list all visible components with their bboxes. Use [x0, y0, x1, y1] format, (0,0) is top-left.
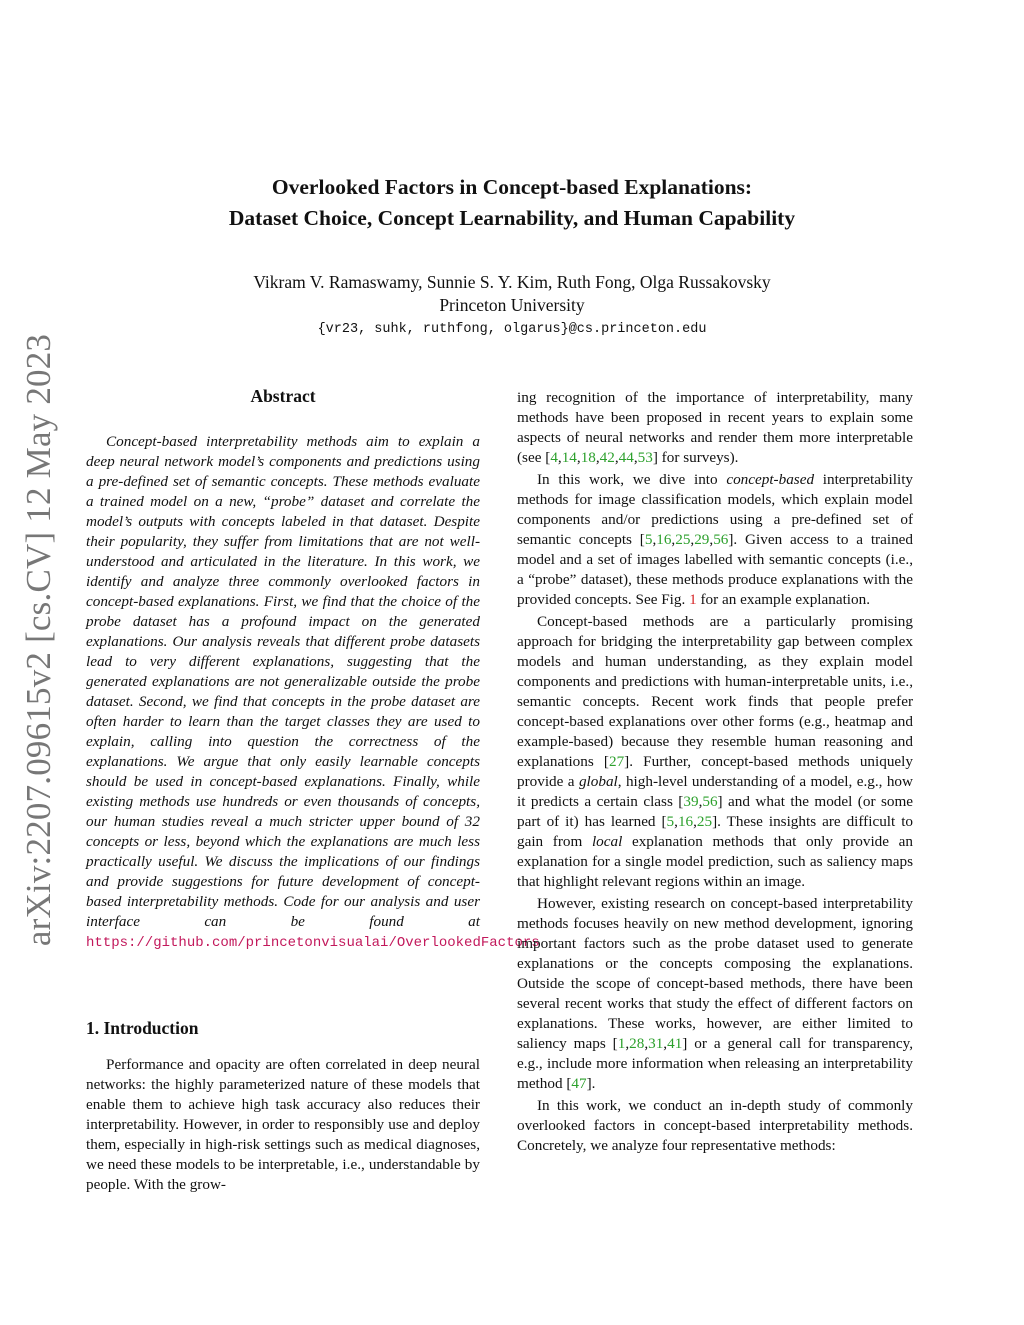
arxiv-stamp — [4, 333, 74, 947]
abstract-heading: Abstract — [250, 386, 316, 406]
citation[interactable]: 25 — [675, 531, 691, 548]
code-link[interactable]: https://github.com/princetonvisualai/OverlookedFactors — [86, 935, 540, 951]
citation[interactable]: 1 — [617, 1035, 626, 1052]
intro-paragraph-2: ing recognition of the importance of interpretability, many methods have been proposed in recent years to explain some aspects of neural networks and render them more interpretable (see [4,14,18,42,44,53] for surveys). — [517, 389, 913, 466]
intro-paragraph-5: However, existing research on concept-based interpretability methods focuses heavily on new method development, ignoring important factors such as the probe dataset used to generate explanations or the concepts composing the explanations. Outside the scope of concept-based methods, there have been several recent works that study the effect of different factors on explanations. These works, however, are either limited to saliency maps [1,28,31,41] or a general call for transparency, e.g., include more information when releasing an interpretability method [47]. — [517, 895, 913, 1092]
citation[interactable]: 14 — [561, 449, 577, 466]
abstract-text: Concept-based interpretability methods aim to explain a deep neural network model’s components and predictions using a pre-defined set of semantic concepts. These methods evaluate a trained model on a new, “probe” dataset and correlate the model’s outputs with concepts labeled in that dataset. Despite their popularity, they suffer from limitations that are not well-understood and articulated in the literature. In this work, we identify and analyze three commonly overlooked factors in concept-based explanations. First, we find that the choice of the probe dataset has a profound impact on the generated explanations. Our analysis reveals that different probe datasets lead to very different explanations, suggesting that the generated explanations are not generalizable outside the probe dataset. Second, we find that concepts in the probe dataset are often harder to learn than the target classes they are used to explain, calling into question the correctness of the explanations. We argue that only easily learnable concepts should be used in concept-based explanations. Finally, while existing methods use hundreds or even thousands of concepts, our human studies reveal a much stricter upper bound of 32 concepts or less, beyond which the explanations are much less practically useful. We discuss the implications of our findings and provide suggestions for future development of concept-based interpretability methods. Code for our analysis and user interface can be found at — [86, 433, 480, 930]
intro-paragraph-3: In this work, we dive into concept-based interpretability methods for image classification models, which explain model components and/or predictions using a pre-defined set of semantic concepts [5,16,25,29,56]. Given access to a trained model and a set of images labelled with semantic concepts (i.e., a “probe” dataset), these methods produce explanations with the provided concepts. See Fig. 1 for an example explanation. — [517, 471, 914, 608]
introduction-right-column — [517, 388, 913, 1156]
authors: Vikram V. Ramaswamy, Sunnie S. Y. Kim, Ruth Fong, Olga Russakovsky — [253, 272, 771, 292]
citation[interactable]: 5 — [644, 531, 653, 548]
citation[interactable]: 53 — [637, 449, 653, 466]
title-line-1: Overlooked Factors in Concept-based Explanations: — [271, 175, 753, 199]
title-line-2: Dataset Choice, Concept Learnability, and Human Capability — [228, 206, 796, 230]
intro-paragraph-1: Performance and opacity are often correlated in deep neural networks: the highly parameterized nature of these models that enable them to achieve high task accuracy also reduces their interpretability. However, in order to responsibly use and deploy them, especially in high-risk settings such as medical diagnoses, we need these models to be interpretable, i.e., understandable by people. With the grow- — [86, 1056, 480, 1193]
citation[interactable]: 16 — [677, 813, 694, 830]
affiliation: Princeton University — [439, 295, 585, 315]
author-emails: {vr23, suhk, ruthfong, olgarus}@cs.princeton.edu — [317, 322, 707, 337]
citation[interactable]: 16 — [656, 531, 672, 548]
paper-title — [0, 172, 1024, 234]
citation[interactable]: 47 — [571, 1075, 587, 1092]
intro-paragraph-6: In this work, we conduct an in-depth study of commonly overlooked factors in concept-based interpretability methods. Concretely, we analyze four representative methods: — [517, 1097, 913, 1154]
citation[interactable]: 25 — [696, 813, 713, 830]
figure-reference[interactable]: 1 — [689, 591, 697, 608]
intro-paragraph-4: Concept-based methods are a particularly promising approach for bridging the interpretability gap between complex models and human understanding, as they explain model components and predictions with human-interpretable units, i.e., semantic concepts. Recent work finds that people prefer concept-based explanations over other forms (e.g., heatmap and example-based) because they resemble human reasoning and explanations [27]. Further, concept-based methods uniquely provide a global, high-level understanding of a model, e.g., how it predicts a certain class [39,56] and what the model (or some part of it) has learned [5,16,25]. These insights are difficult to gain from local explanation methods that only provide an explanation for a single model prediction, such as saliency maps that highlight relevant regions within an image. — [517, 613, 914, 890]
section-heading-introduction: 1. Introduction — [86, 1018, 199, 1038]
citation[interactable]: 41 — [667, 1035, 683, 1052]
abstract — [86, 432, 540, 953]
citation[interactable]: 4 — [550, 449, 558, 466]
citation[interactable]: 18 — [580, 449, 596, 466]
citation[interactable]: 56 — [713, 531, 729, 548]
citation[interactable]: 31 — [648, 1035, 664, 1052]
citation[interactable]: 27 — [608, 753, 625, 770]
citation[interactable]: 44 — [618, 449, 634, 466]
citation[interactable]: 56 — [702, 793, 718, 810]
arxiv-stamp-text: arXiv:2207.09615v2 [cs.CV] 12 May 2023 — [19, 333, 59, 947]
citation[interactable]: 29 — [694, 531, 710, 548]
citation[interactable]: 42 — [599, 449, 615, 466]
introduction-left-column — [86, 1055, 480, 1195]
citation[interactable]: 28 — [629, 1035, 645, 1052]
citation[interactable]: 5 — [666, 813, 675, 830]
citation[interactable]: 39 — [683, 793, 699, 810]
author-block — [0, 271, 1024, 317]
